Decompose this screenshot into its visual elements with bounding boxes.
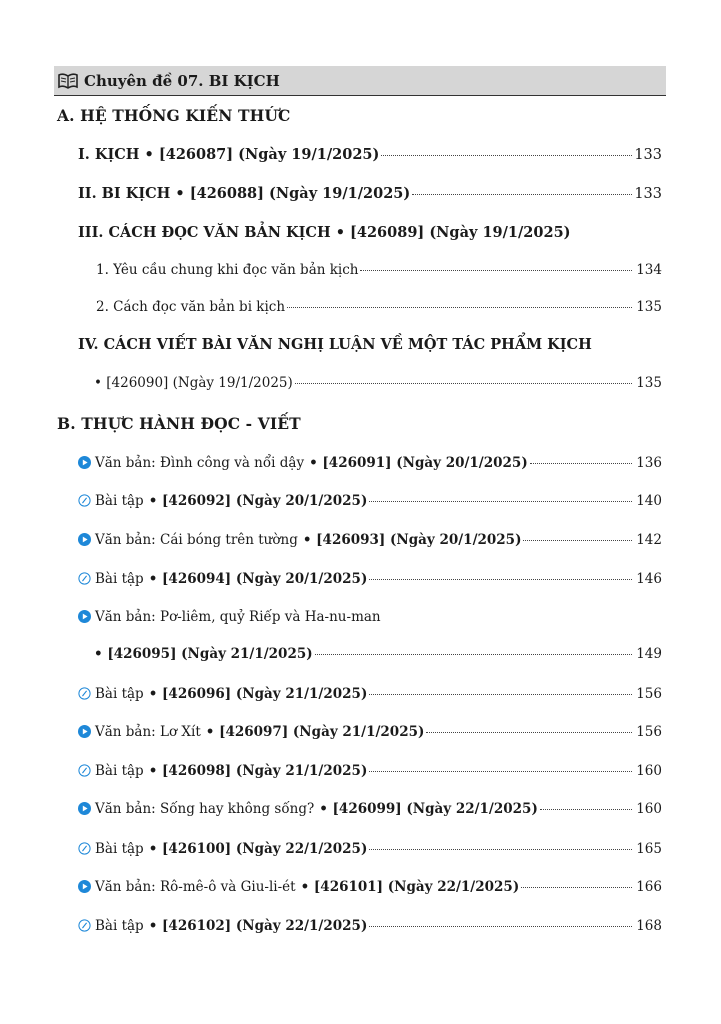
toc-entry-prefix: Bài tập [95,686,144,702]
play-circle-icon [78,880,91,893]
toc-entry-prefix: Văn bản: Rô-mê-ô và Giu-li-ét [95,879,296,895]
page-number: 133 [634,186,662,202]
dot-leader [381,155,632,156]
toc-entry-title: • [426090] (Ngày 19/1/2025) [94,375,293,391]
toc-entry-title: IV. CÁCH VIẾT BÀI VĂN NGHỊ LUẬN VỀ MỘT TÁC PHẨM KỊCH [78,336,592,353]
toc-entry[interactable] [0,840,721,857]
toc-entry-prefix: Văn bản: Đình công và nổi dậy [95,455,305,471]
toc-entry-code: • [426091] (Ngày 20/1/2025) [309,455,528,471]
dot-leader [295,383,632,384]
dot-leader [369,926,632,927]
toc-entry-title: I. KỊCH • [426087] (Ngày 19/1/2025) [78,146,380,163]
dot-leader [523,540,632,541]
dot-leader [530,463,632,464]
toc-entry[interactable] [0,224,721,241]
toc-entry[interactable] [0,146,721,163]
pencil-circle-icon [78,919,91,932]
toc-entry-prefix: Bài tập [95,841,144,857]
pencil-circle-icon [78,842,91,855]
page-number: 160 [636,801,662,817]
dot-leader [369,694,632,695]
page-number: 156 [636,724,662,740]
page-number: 135 [636,375,662,391]
dot-leader [360,270,632,271]
toc-entry-code: • [426102] (Ngày 22/1/2025) [148,918,368,934]
toc-entry[interactable] [0,723,721,740]
dot-leader [369,579,632,580]
toc-entry[interactable] [0,492,721,509]
play-circle-icon [78,533,91,546]
toc-entry-code: • [426100] (Ngày 22/1/2025) [148,841,368,857]
toc-entry[interactable] [0,185,721,202]
toc-entry-prefix: Văn bản: Lơ Xít [95,724,201,740]
toc-entry-prefix: Văn bản: Cái bóng trên tường [95,532,298,548]
toc-entry-code: • [426096] (Ngày 21/1/2025) [148,686,368,702]
open-book-icon [58,73,78,89]
toc-entry[interactable] [0,608,721,625]
page-number: 136 [636,455,662,471]
pencil-circle-icon [78,494,91,507]
toc-entry-title: II. BI KỊCH • [426088] (Ngày 19/1/2025) [78,185,411,202]
toc-entry[interactable] [0,570,721,587]
dot-leader [412,194,632,195]
page-number: 166 [636,879,662,895]
toc-entry-code: • [426092] (Ngày 20/1/2025) [148,493,368,509]
section-a-title: A. HỆ THỐNG KIẾN THỨC [57,106,291,125]
toc-entry-code: • [426098] (Ngày 21/1/2025) [148,763,368,779]
chapter-header [54,66,666,96]
pencil-circle-icon [78,764,91,777]
toc-entry[interactable] [0,454,721,471]
dot-leader [369,771,632,772]
page-number: 146 [636,571,662,587]
dot-leader [315,654,632,655]
page-number: 149 [636,646,662,662]
page-number: 134 [636,262,662,278]
dot-leader [287,307,632,308]
toc-entry-title: 1. Yêu cầu chung khi đọc văn bản kịch [96,262,359,278]
toc-entry-prefix: Văn bản: Pơ-liêm, quỷ Riếp và Ha-nu-man [95,609,381,625]
play-circle-icon [78,610,91,623]
page-number: 142 [636,532,662,548]
section-b-heading [0,414,721,433]
dot-leader [521,887,632,888]
toc-entry-code: • [426095] (Ngày 21/1/2025) [94,646,313,662]
toc-entry-prefix: Bài tập [95,763,144,779]
toc-entry[interactable] [0,646,721,662]
dot-leader [369,849,632,850]
toc-entry[interactable] [0,917,721,934]
toc-entry[interactable] [0,262,721,278]
toc-entry[interactable] [0,299,721,315]
toc-entry-prefix: Văn bản: Sống hay không sống? [95,801,315,817]
play-circle-icon [78,725,91,738]
toc-entry-code: • [426093] (Ngày 20/1/2025) [302,532,522,548]
page-number: 160 [636,763,662,779]
toc-entry-prefix: Bài tập [95,493,144,509]
page-number: 140 [636,493,662,509]
page-number: 156 [636,686,662,702]
toc-entry-code: • [426101] (Ngày 22/1/2025) [300,879,520,895]
toc-entry-title: 2. Cách đọc văn bản bi kịch [96,299,286,315]
toc-entry[interactable] [0,685,721,702]
page-number: 165 [636,841,662,857]
dot-leader [540,809,632,810]
toc-entry-prefix: Bài tập [95,571,144,587]
toc-entry-title: III. CÁCH ĐỌC VĂN BẢN KỊCH • [426089] (Ngày 19/1/2025) [78,224,571,241]
dot-leader [369,501,632,502]
pencil-circle-icon [78,572,91,585]
page-number: 133 [634,147,662,163]
page-number: 168 [636,918,662,934]
toc-entry[interactable] [0,531,721,548]
toc-entry[interactable] [0,762,721,779]
pencil-circle-icon [78,687,91,700]
toc-entry[interactable] [0,336,721,353]
toc-entry-code: • [426094] (Ngày 20/1/2025) [148,571,368,587]
play-circle-icon [78,802,91,815]
chapter-title: Chuyên đề 07. BI KỊCH [84,71,280,90]
toc-entry-prefix: Bài tập [95,918,144,934]
toc-entry[interactable] [0,800,721,817]
page-number: 135 [636,299,662,315]
toc-entry[interactable] [0,878,721,895]
play-circle-icon [78,456,91,469]
toc-entry[interactable] [0,375,721,391]
section-a-heading [0,106,721,125]
section-b-title: B. THỰC HÀNH ĐỌC - VIẾT [57,414,301,433]
toc-entry-code: • [426097] (Ngày 21/1/2025) [205,724,425,740]
dot-leader [426,732,632,733]
toc-entry-code: • [426099] (Ngày 22/1/2025) [319,801,538,817]
